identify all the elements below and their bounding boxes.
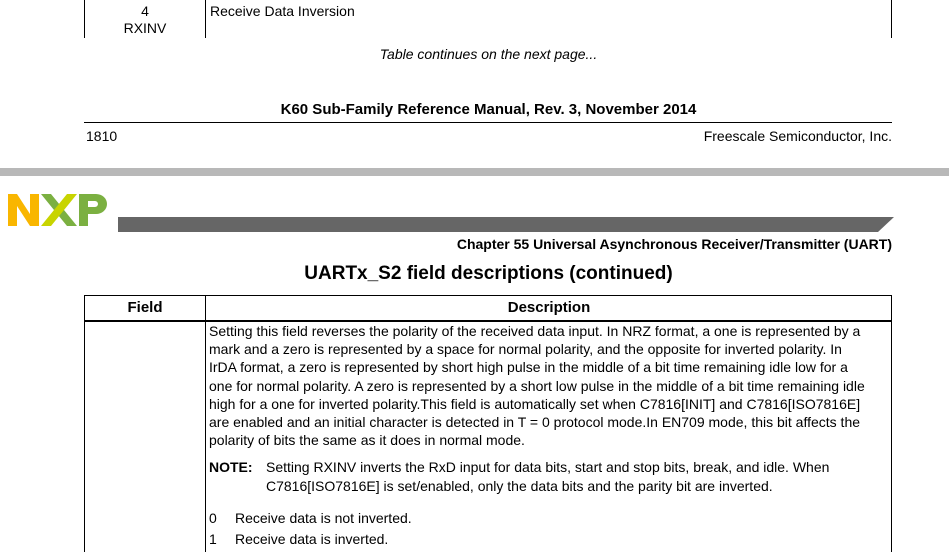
column-divider bbox=[205, 295, 206, 552]
footer-rule bbox=[84, 122, 892, 123]
description-line: Setting this field reverses the polarity of the received data input. In NRZ format, a one is represented by a bbox=[209, 323, 861, 339]
field-number: 4 bbox=[141, 3, 149, 19]
nxp-logo bbox=[8, 192, 108, 228]
note-line: Setting RXINV inverts the RxD input for data bits, start and stop bits, break, and idle. When bbox=[266, 459, 830, 475]
field-name: RXINV bbox=[123, 20, 167, 36]
table-continues-note: Table continues on the next page... bbox=[379, 46, 598, 62]
company-name: Freescale Semiconductor, Inc. bbox=[703, 128, 892, 144]
page-break bbox=[0, 168, 949, 176]
table-title: UARTx_S2 field descriptions (continued) bbox=[304, 263, 673, 284]
page-number: 1810 bbox=[86, 128, 118, 144]
column-header-description: Description bbox=[507, 299, 591, 316]
note-label: NOTE: bbox=[209, 459, 253, 475]
value-code: 1 bbox=[209, 531, 217, 547]
description-line: IrDA format, a zero is represented by short high pulse in the middle of a bit time remaining idle low for a bbox=[209, 359, 848, 376]
description-paragraph bbox=[209, 322, 889, 449]
field-cell bbox=[86, 3, 204, 37]
manual-title: K60 Sub-Family Reference Manual, Rev. 3, November 2014 bbox=[280, 101, 697, 118]
header-bar bbox=[118, 217, 894, 232]
note-line: C7816[ISO7816E] is set/enabled, only the data bits and the parity bit are inverted. bbox=[266, 477, 773, 494]
description-line: one for normal polarity. A zero is represented by a short low pulse in the middle of a bit time remaining idle bbox=[209, 377, 865, 394]
column-divider bbox=[205, 0, 206, 38]
description-line: high for a one for inverted polarity.This field is automatically set when C7816[INIT] and C7816[ISO7816E] bbox=[209, 395, 861, 412]
description-line: mark and a zero is represented by a space for normal polarity, and the opposite for inverted polarity. In bbox=[209, 341, 842, 358]
field-description: Receive Data Inversion bbox=[210, 3, 355, 19]
column-header-field: Field bbox=[127, 299, 163, 316]
value-description: Receive data is inverted. bbox=[235, 531, 389, 547]
chapter-title: Chapter 55 Universal Asynchronous Receiver/Transmitter (UART) bbox=[456, 236, 892, 252]
value-description: Receive data is not inverted. bbox=[235, 510, 412, 526]
description-line: polarity of bits the same as it does in normal mode. bbox=[209, 432, 525, 449]
note-text bbox=[266, 458, 886, 495]
value-code: 0 bbox=[209, 510, 217, 526]
description-line: are enabled and an initial character is detected in T = 0 protocol mode.In EN709 mode, this bit affects the bbox=[209, 414, 861, 431]
